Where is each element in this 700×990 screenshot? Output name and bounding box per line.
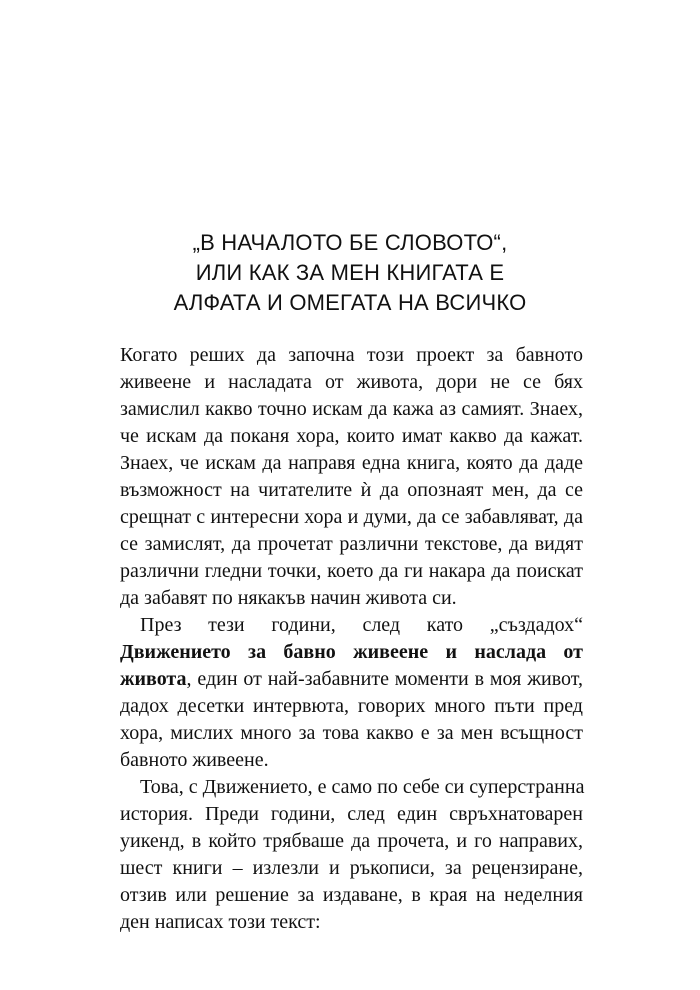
text-line: шест книги – излезли и ръкописи, за рецензиране,	[120, 857, 583, 879]
movement-name-bold-end: живота	[120, 668, 187, 690]
paragraph-2	[120, 612, 583, 774]
text-line: Това, с Движението, е само по себе си суперстранна	[140, 776, 585, 798]
chapter-title-line-3: АЛФАТА И ОМЕГАТА НА ВСИЧКО	[173, 290, 527, 315]
movement-name-bold: Движението за бавно живеене и наслада от	[120, 641, 583, 663]
text-line: история. Преди години, след един свръхнатоварен	[120, 803, 583, 825]
chapter-body	[120, 342, 583, 936]
text-line: През тези години, след като „създадох“	[140, 614, 583, 636]
text-line: че искам да поканя хора, които имат какво да кажат.	[120, 425, 583, 447]
paragraph-1	[120, 342, 583, 612]
text-line: уикенд, в който трябваше да прочета, и го направих,	[120, 830, 583, 852]
text-line: бавното живеене.	[120, 749, 269, 771]
text-line: различни гледни точки, което да ги накара да поискат	[120, 560, 583, 582]
text-line: се замислят, да прочетат различни текстове, да видят	[120, 533, 583, 555]
text-line: живеене и насладата от живота, дори не се бях	[120, 371, 583, 393]
text-line: Знаех, че искам да направя една книга, която да даде	[120, 452, 583, 474]
text-line: да забавят по някакъв начин живота си.	[120, 587, 457, 609]
text-line: дадох десетки интервюта, говорих много пъти пред	[120, 695, 583, 717]
paragraph-3	[120, 774, 583, 936]
chapter-title	[80, 228, 620, 318]
text-line: ден написах този текст:	[120, 911, 321, 933]
text-line-rest: , един от най-забавните моменти в моя живот,	[186, 668, 583, 690]
text-line: отзив или решение за издаване, в края на неделния	[120, 884, 583, 906]
text-line: замислил какво точно искам да кажа аз самият. Знаех,	[120, 398, 583, 420]
chapter-title-line-2: ИЛИ КАК ЗА МЕН КНИГАТА Е	[195, 260, 505, 285]
chapter-title-line-1: „В НАЧАЛОТО БЕ СЛОВОТО“,	[192, 230, 508, 255]
text-line: хора, мислих много за това какво е за мен всъщност	[120, 722, 583, 744]
text-line	[120, 666, 583, 693]
text-line: възможност на читателите ѝ да опознаят мен, да се	[120, 479, 583, 501]
text-line: Когато реших да започна този проект за бавното	[120, 344, 583, 366]
text-line: срещнат с интересни хора и думи, да се забавляват, да	[120, 506, 583, 528]
